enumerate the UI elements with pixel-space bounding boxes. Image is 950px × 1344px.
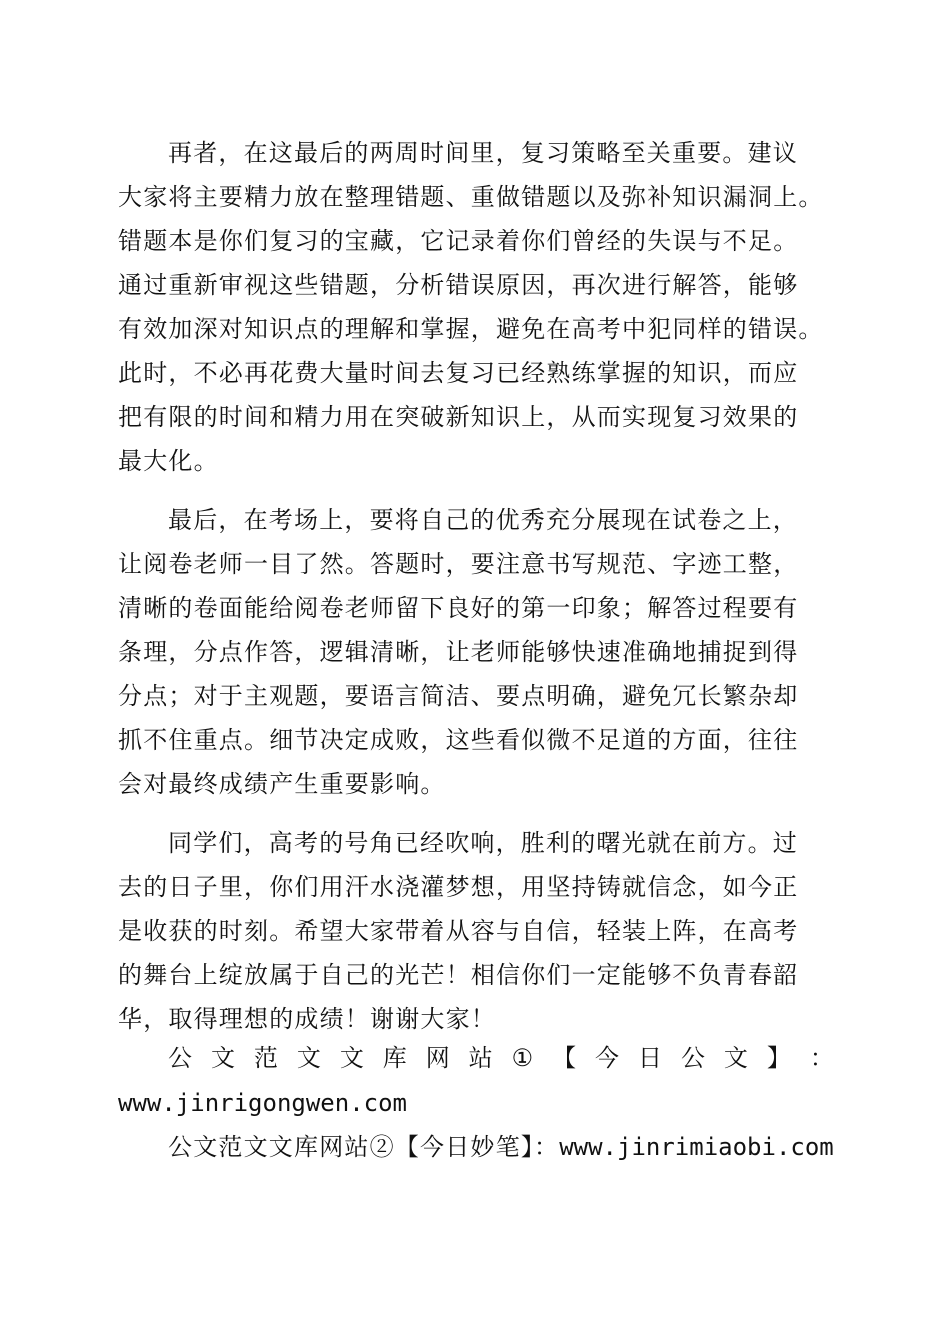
paragraph-3-line-2: 去的日子里，你们用汗水浇灌梦想，用坚持铸就信念，如今正 — [118, 873, 799, 901]
site-2-label: 公文范文文库网站②【今日妙笔】： — [168, 1133, 560, 1161]
paragraph-1-line-1: 再者，在这最后的两周时间里，复习策略至关重要。建议 — [168, 139, 798, 167]
paragraph-2-line-6: 抓不住重点。细节决定成败，这些看似微不足道的方面，往往 — [118, 726, 799, 754]
paragraph-3-line-5: 华，取得理想的成绩！谢谢大家！ — [118, 1005, 496, 1033]
paragraph-1-line-6: 此时，不必再花费大量时间去复习已经熟练掌握的知识，而应 — [118, 359, 799, 387]
paragraph-3-line-1: 同学们，高考的号角已经吹响，胜利的曙光就在前方。过 — [168, 829, 798, 857]
site-1-label-char: 【 — [552, 1044, 577, 1072]
site-1-label-char: 日 — [638, 1044, 662, 1072]
site-1-label — [168, 1043, 834, 1073]
site-1-url[interactable]: www.jinrigongwen.com — [118, 1089, 407, 1117]
site-1-label-char: ① — [511, 1044, 534, 1072]
paragraph-2-line-5: 分点；对于主观题，要语言简洁、要点明确，避免冗长繁杂却 — [118, 682, 799, 710]
site-1-label-char: 公 — [168, 1044, 192, 1072]
site-1-label-char: 网 — [425, 1044, 450, 1072]
paragraph-2-line-7: 会对最终成绩产生重要影响。 — [118, 770, 446, 798]
paragraph-2-line-1: 最后，在考场上，要将自己的优秀充分展现在试卷之上， — [168, 506, 798, 534]
site-1-label-char: 文 — [339, 1044, 364, 1072]
paragraph-3-line-4: 的舞台上绽放属于自己的光芒！相信你们一定能够不负青春韶 — [118, 961, 799, 989]
site-1-label-char: 站 — [468, 1044, 493, 1072]
site-1-label-char: 文 — [210, 1044, 235, 1072]
site-1-label-char: 公 — [680, 1044, 705, 1072]
paragraph-1-line-2: 大家将主要精力放在整理错题、重做错题以及弥补知识漏洞上。 — [118, 183, 824, 211]
paragraph-1-line-7: 把有限的时间和精力用在突破新知识上，从而实现复习效果的 — [118, 403, 799, 431]
site-1-label-char: 范 — [253, 1044, 278, 1072]
site-1-label-char: 今 — [595, 1044, 620, 1072]
site-2-url[interactable]: www.jinrimiaobi.com — [559, 1133, 834, 1161]
site-2-line — [168, 1132, 834, 1162]
site-1-label-char: 文 — [296, 1044, 321, 1072]
site-1-label-char: 】 — [766, 1044, 791, 1072]
paragraph-1-line-8: 最大化。 — [118, 447, 219, 475]
site-1-label-char: 库 — [382, 1044, 407, 1072]
paragraph-3-line-3: 是收获的时刻。希望大家带着从容与自信，轻装上阵，在高考 — [118, 917, 799, 945]
site-1-label-char: ： — [809, 1044, 834, 1072]
paragraph-1-line-4: 通过重新审视这些错题，分析错误原因，再次进行解答，能够 — [118, 271, 799, 299]
site-1-label-char: 文 — [723, 1044, 748, 1072]
paragraph-2-line-3: 清晰的卷面能给阅卷老师留下良好的第一印象；解答过程要有 — [118, 594, 799, 622]
paragraph-2-line-4: 条理，分点作答，逻辑清晰，让老师能够快速准确地捕捉到得 — [118, 638, 799, 666]
paragraph-1-line-3: 错题本是你们复习的宝藏，它记录着你们曾经的失误与不足。 — [118, 227, 799, 255]
paragraph-2-line-2: 让阅卷老师一目了然。答题时，要注意书写规范、字迹工整， — [118, 550, 799, 578]
paragraph-1-line-5: 有效加深对知识点的理解和掌握，避免在高考中犯同样的错误。 — [118, 315, 824, 343]
